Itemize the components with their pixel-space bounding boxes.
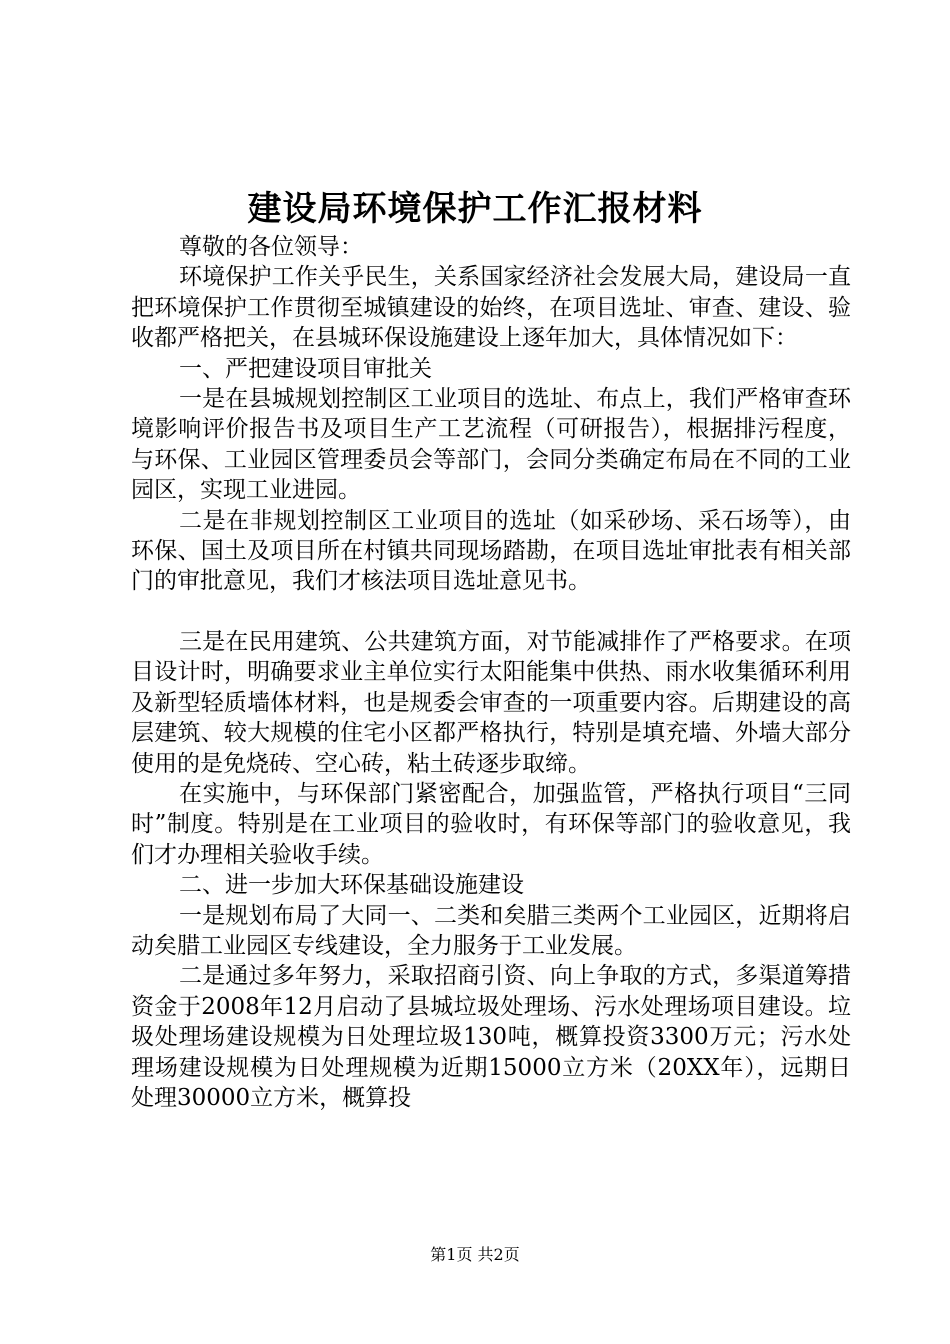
body-paragraph: 三是在民用建筑、公共建筑方面，对节能减排作了严格要求。在项目设计时，明确要求业主单位实行太阳能集中供热、雨水收集循环利用及新型轻质墙体材料，也是规委会审查的一项重要内容。后期建设的高层建筑、较大规模的住宅小区都严格执行，特别是填充墙、外墙大部分使用的是免烧砖、空心砖，粘土砖逐步取缔。 (131, 628, 851, 777)
body-paragraph: 一是在县城规划控制区工业项目的选址、布点上，我们严格审查环境影响评价报告书及项目生产工艺流程（可研报告），根据排污程度，与环保、工业园区管理委员会等部门，会同分类确定布局在不同的工业园区，实现工业进园。 (131, 386, 851, 504)
salutation-paragraph: 尊敬的各位领导： (179, 234, 363, 260)
intro-paragraph: 环境保护工作关乎民生，关系国家经济社会发展大局，建设局一直把环境保护工作贯彻至城镇建设的始终，在项目选址、审查、建设、验收都严格把关，在县城环保设施建设上逐年加大，具体情况如下： (131, 264, 851, 352)
document-title: 建设局环境保护工作汇报材料 (247, 189, 703, 229)
section-heading-2: 二、进一步加大环保基础设施建设 (179, 872, 524, 899)
body-paragraph: 在实施中，与环保部门紧密配合，加强监管，严格执行项目“三同时”制度。特别是在工业项目的验收时，有环保等部门的验收意见，我们才办理相关验收手续。 (131, 780, 851, 868)
document-body (131, 232, 851, 1113)
body-paragraph: 一是规划布局了大同一、二类和矣腊三类两个工业园区，近期将启动矣腊工业园区专线建设，全力服务于工业发展。 (131, 902, 851, 959)
page-footer: 第1页 共2页 (430, 1245, 520, 1264)
body-paragraph: 二是在非规划控制区工业项目的选址（如采砂场、采石场等），由环保、国土及项目所在村镇共同现场踏勘，在项目选址审批表有相关部门的审批意见，我们才核法项目选址意见书。 (131, 507, 851, 595)
body-paragraph: 二是通过多年努力，采取招商引资、向上争取的方式，多渠道筹措资金于2008年12月启动了县城垃圾处理场、污水处理场项目建设。垃圾处理场建设规模为日处理垃圾130吨，概算投资3300万元；污水处理场建设规模为日处理规模为近期15000立方米（20XX年），远期日处理30000立方米，概算投 (131, 963, 851, 1111)
section-heading-1: 一、严把建设项目审批关 (179, 355, 432, 382)
